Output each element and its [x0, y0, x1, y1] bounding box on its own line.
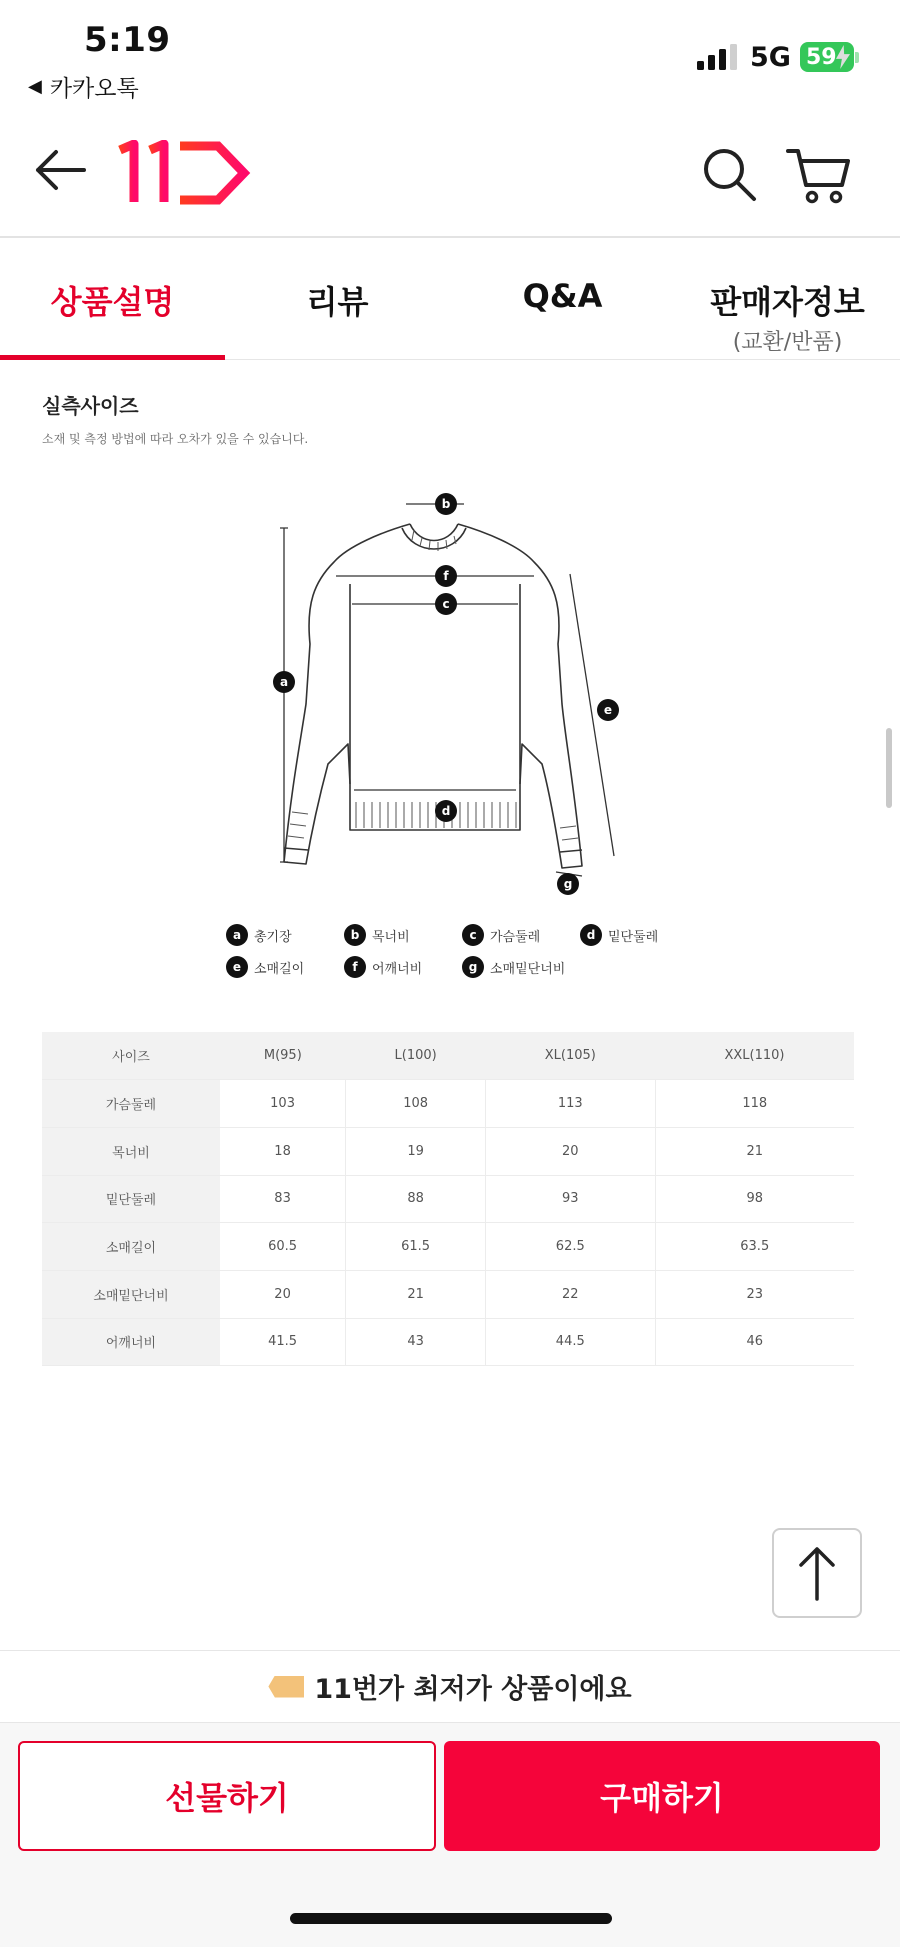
table-cell: 63.5 [655, 1223, 854, 1271]
price-tag-icon [268, 1676, 304, 1698]
table-cell: 118 [655, 1080, 854, 1128]
back-to-app-link[interactable] [28, 70, 139, 103]
table-header-row [42, 1032, 854, 1080]
svg-text:c: c [442, 597, 450, 611]
table-cell: 22 [486, 1270, 655, 1318]
table-cell: 93 [486, 1175, 655, 1223]
tab-qna[interactable] [450, 240, 675, 359]
network-type: 5G [750, 42, 791, 73]
table-row [42, 1318, 854, 1366]
table-cell: 62.5 [486, 1223, 655, 1271]
table-cell: 21 [346, 1270, 486, 1318]
table-cell: 20 [486, 1127, 655, 1175]
back-arrow-icon[interactable] [30, 145, 90, 195]
table-cell: 108 [346, 1080, 486, 1128]
back-triangle-icon: ◀ [28, 76, 42, 97]
legend-key: c [462, 924, 484, 946]
table-cell: 20 [220, 1270, 346, 1318]
table-cell: 83 [220, 1175, 346, 1223]
table-row [42, 1175, 854, 1223]
size-table [42, 1032, 854, 1366]
table-row [42, 1080, 854, 1128]
battery-level: 59 [806, 44, 837, 70]
table-cell: 60.5 [220, 1223, 346, 1271]
tab-sublabel: (교환/반품) [732, 330, 843, 355]
legend-label: 소매길이 [254, 961, 305, 977]
row-label: 목너비 [42, 1127, 220, 1175]
row-label: 소매길이 [42, 1223, 220, 1271]
legend-key: f [344, 956, 366, 978]
table-cell: 21 [655, 1127, 854, 1175]
table-cell: 61.5 [346, 1223, 486, 1271]
product-tabs [0, 240, 900, 360]
row-label: 어깨너비 [42, 1318, 220, 1366]
cart-icon[interactable] [786, 145, 852, 205]
status-bar [0, 0, 900, 110]
tab-product-description[interactable] [0, 240, 225, 359]
table-cell: 44.5 [486, 1318, 655, 1366]
tab-label: Q&A [522, 277, 603, 315]
table-row [42, 1127, 854, 1175]
row-label: 가슴둘레 [42, 1080, 220, 1128]
battery-icon [800, 42, 854, 72]
row-label: 밑단둘레 [42, 1175, 220, 1223]
table-header: 사이즈 [42, 1032, 220, 1080]
legend-key: a [226, 924, 248, 946]
legend-label: 밑단둘레 [608, 929, 659, 945]
sweater-measurement-diagram [270, 484, 650, 904]
back-app-label: 카카오톡 [49, 76, 139, 102]
search-icon[interactable] [700, 145, 760, 205]
table-cell: 46 [655, 1318, 854, 1366]
buy-button[interactable]: 구매하기 [444, 1741, 880, 1851]
table-cell: 98 [655, 1175, 854, 1223]
status-time: 5:19 [84, 20, 171, 60]
legend-label: 총기장 [254, 929, 292, 945]
tab-label: 리뷰 [306, 283, 369, 321]
tab-label: 상품설명 [50, 283, 175, 321]
legend-label: 목너비 [372, 929, 410, 945]
svg-text:f: f [443, 569, 449, 583]
table-row [42, 1270, 854, 1318]
svg-text:b: b [441, 497, 451, 511]
legend-label: 어깨너비 [372, 961, 423, 977]
legend-item-total-length [226, 924, 344, 946]
table-cell: 88 [346, 1175, 486, 1223]
table-header: L(100) [346, 1032, 486, 1080]
table-header: M(95) [220, 1032, 346, 1080]
legend-key: g [462, 956, 484, 978]
table-cell: 43 [346, 1318, 486, 1366]
svg-text:a: a [279, 675, 289, 689]
legend-label: 소매밑단너비 [490, 961, 566, 977]
scroll-to-top-button[interactable] [772, 1528, 862, 1618]
size-section-note: 소재 및 측정 방법에 따라 오차가 있을 수 있습니다. [42, 432, 309, 446]
battery-cap [855, 52, 859, 63]
table-cell: 103 [220, 1080, 346, 1128]
table-header: XL(105) [486, 1032, 655, 1080]
legend-key: e [226, 956, 248, 978]
tab-seller-info[interactable] [675, 240, 900, 359]
legend-item-chest [462, 924, 580, 946]
banner-text: 11번가 최저가 상품이에요 [314, 1674, 632, 1705]
row-label: 소매밑단너비 [42, 1270, 220, 1318]
measurement-legend [226, 924, 706, 988]
legend-item-sleeve-length [226, 956, 344, 978]
legend-key: b [344, 924, 366, 946]
home-indicator[interactable] [290, 1913, 612, 1924]
size-section-title: 실측사이즈 [42, 394, 139, 418]
table-cell: 113 [486, 1080, 655, 1128]
legend-item-neck-width [344, 924, 462, 946]
scrollbar-thumb[interactable] [886, 728, 892, 808]
legend-item-shoulder [344, 956, 462, 978]
svg-text:e: e [603, 703, 613, 717]
svg-text:g: g [563, 877, 573, 891]
tab-reviews[interactable] [225, 240, 450, 359]
arrow-up-icon [797, 1545, 837, 1601]
legend-item-hem [580, 924, 698, 946]
signal-icon [697, 44, 739, 70]
charging-bolt-icon [836, 45, 850, 69]
table-cell: 41.5 [220, 1318, 346, 1366]
app-header [0, 110, 900, 238]
legend-item-cuff-width [462, 956, 602, 978]
legend-key: d [580, 924, 602, 946]
tab-label: 판매자정보 [710, 283, 865, 321]
table-cell: 23 [655, 1270, 854, 1318]
11st-logo[interactable] [116, 140, 251, 206]
table-cell: 18 [220, 1127, 346, 1175]
gift-button[interactable]: 선물하기 [18, 1741, 436, 1851]
table-row [42, 1223, 854, 1271]
table-cell: 19 [346, 1127, 486, 1175]
svg-text:d: d [441, 804, 451, 818]
bottom-action-bar [0, 1722, 900, 1947]
table-header: XXL(110) [655, 1032, 854, 1080]
legend-label: 가슴둘레 [490, 929, 541, 945]
lowest-price-banner [0, 1650, 900, 1722]
